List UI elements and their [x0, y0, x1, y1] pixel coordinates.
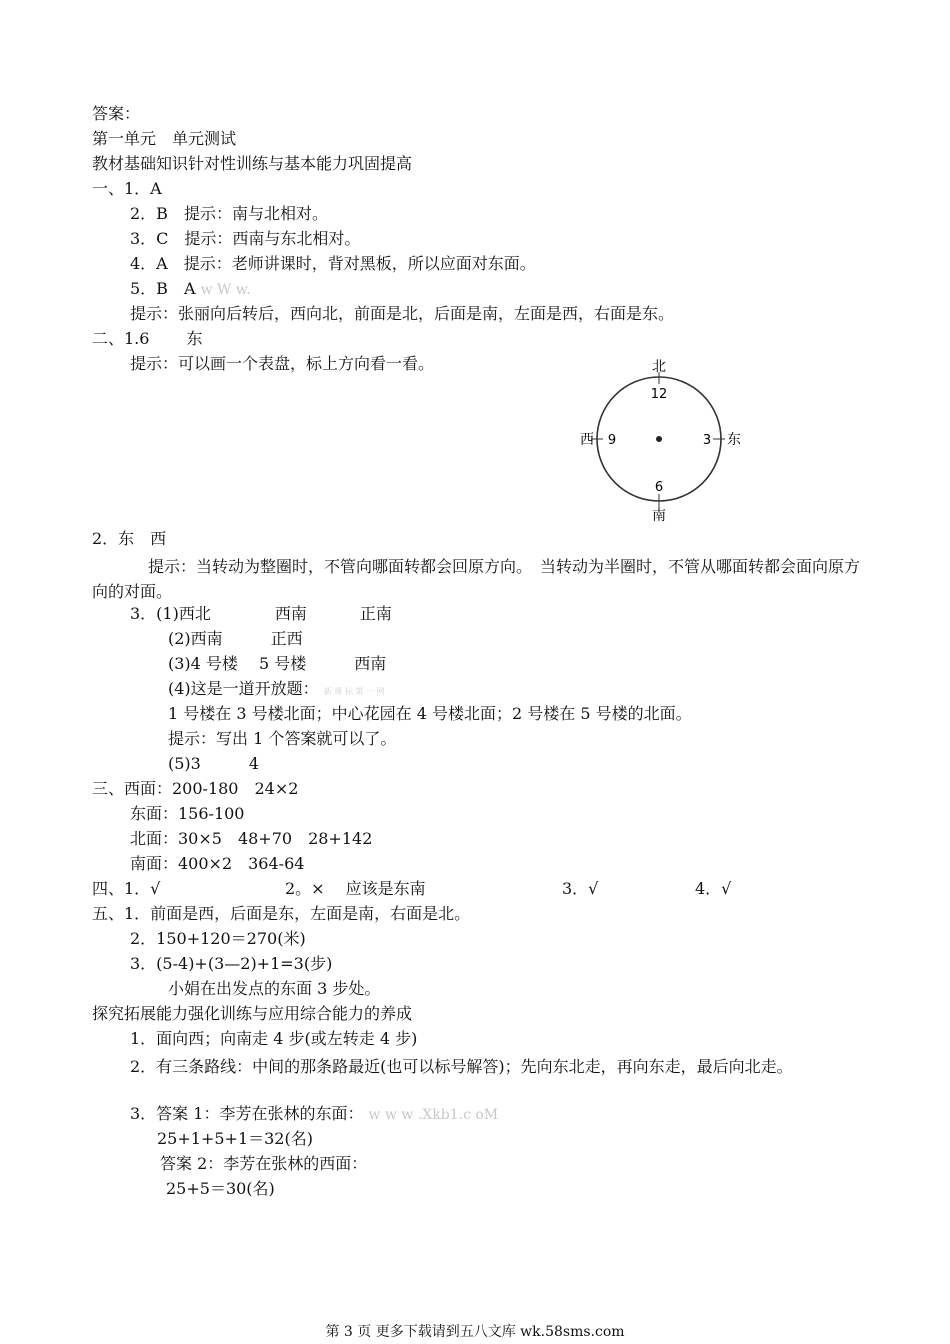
answer-1-2: 2．B 提示：南与北相对。 [130, 204, 328, 223]
answer-1-3: 3．C 提示：西南与东北相对。 [130, 229, 361, 248]
label-north: 北 [652, 359, 666, 375]
answer-2-1: 二、1.6 东 [92, 329, 203, 348]
label-9: 9 [607, 433, 617, 448]
answer-2-3-4-hint: 提示：写出 1 个答案就可以了。 [168, 729, 397, 748]
unit-title: 第一单元 单元测试 [92, 129, 237, 148]
page-footer: 第 3 页 更多下载请到五八文库 wk.58sms.com [325, 1324, 625, 1340]
section-title-basic: 教材基础知识针对性训练与基本能力巩固提高 [92, 154, 413, 173]
answer-3-north: 北面：30×5 48+70 28+142 [130, 829, 373, 848]
answer-4-4: 4．√ [695, 879, 732, 898]
answer-3-south: 南面：400×2 364-64 [130, 854, 305, 873]
answer-2-3-4 [168, 679, 384, 702]
clock-center [656, 436, 662, 442]
answer-5-3: 3．(5-4)+(3—2)+1=3(步) [130, 954, 333, 973]
answer-2-3-2: (2)西南 正西 [168, 629, 303, 648]
extended-answer-3 [130, 1104, 498, 1125]
answer-4-3: 3．√ [562, 879, 599, 898]
extended-answer-3-option-2: 答案 2：李芳在张林的西面： [160, 1154, 368, 1173]
answer-2-2: 2．东 西 [92, 529, 167, 548]
watermark-text: w W w. [200, 282, 251, 298]
label-south: 南 [652, 508, 666, 524]
answer-2-2-hint: 提示：当转动为整圈时，不管向哪面转都会回原方向。 当转动为半圈时，不管从哪面转都会面向原方向的对面。 [92, 557, 861, 601]
extended-answer-1: 1．面向西；向南走 4 步(或左转走 4 步) [130, 1029, 418, 1048]
clock-compass-diagram [575, 350, 750, 525]
answer-2-3-3: (3)4 号楼 5 号楼 西南 [168, 654, 387, 673]
label-west: 西 [580, 432, 594, 448]
answer-5-3-result: 小娟在出发点的东面 3 步处。 [168, 979, 381, 998]
answer-5-2: 2．150+120＝270(米) [130, 929, 306, 948]
label-6: 6 [654, 480, 664, 495]
answer-2-3-4-text: (4)这是一道开放题： [168, 679, 319, 698]
extended-answer-3-calc-2: 25+5＝30(名) [166, 1179, 275, 1198]
extended-answer-2: 2．有三条路线：中间的那条路最近(也可以标号解答)；先向东北走，再向东走，最后向北走。 [130, 1057, 793, 1076]
label-east: 东 [727, 432, 741, 448]
answer-4-1: 四、1．√ [92, 879, 161, 898]
answer-1-5-hint: 提示：张丽向后转后，西向北，前面是北，后面是南，左面是西，右面是东。 [130, 304, 675, 323]
answer-1-5-text: 5．B A [130, 279, 196, 298]
label-12: 12 [650, 387, 668, 402]
answer-2-3-5: (5)3 4 [168, 754, 260, 773]
answer-5-1: 五、1．前面是西，后面是东，左面是南，右面是北。 [92, 904, 471, 923]
extended-answer-3-calc-1: 25+1+5+1＝32(名) [157, 1129, 313, 1148]
answer-heading: 答案： [92, 104, 141, 123]
answer-4-2: 2。× 应该是东南 [285, 879, 426, 898]
watermark-url: w w w .Xkb1.c oM [368, 1107, 499, 1123]
watermark-text-small: 新 课 标 第 一 网 [323, 687, 385, 696]
answer-1-5 [130, 279, 251, 300]
section-title-extended: 探究拓展能力强化训练与应用综合能力的养成 [92, 1004, 413, 1023]
extended-answer-3-text: 3．答案 1：李芳在张林的东面： [130, 1104, 364, 1123]
answer-1-1: 一、1．A [92, 179, 162, 198]
label-3: 3 [702, 433, 712, 448]
answer-2-1-hint: 提示：可以画一个表盘，标上方向看一看。 [130, 354, 435, 373]
answer-2-3-1: 3．(1)西北 西南 正南 [130, 604, 392, 623]
answer-1-4: 4．A 提示：老师讲课时，背对黑板，所以应面对东面。 [130, 254, 536, 273]
answer-2-3-4-example: 1 号楼在 3 号楼北面；中心花园在 4 号楼北面；2 号楼在 5 号楼的北面。 [168, 704, 692, 723]
answer-3-west: 三、西面：200-180 24×2 [92, 779, 299, 798]
answer-3-east: 东面：156-100 [130, 804, 245, 823]
